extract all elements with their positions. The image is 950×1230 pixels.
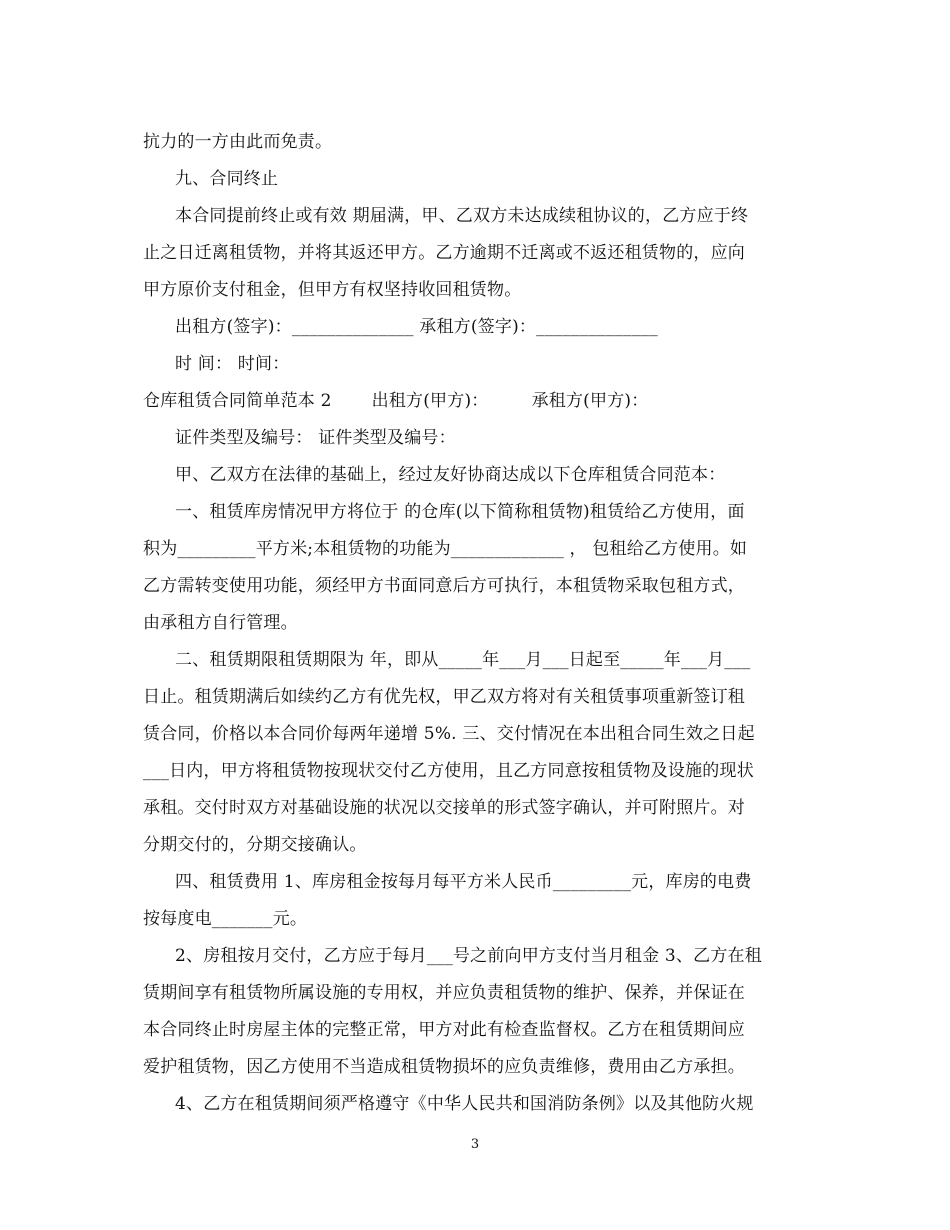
text-line: 承租。交付时双方对基础设施的状况以交接单的形式签字确认，并可附照片。对 xyxy=(143,798,745,818)
text-line: 4、乙方在租赁期间须严格遵守《中华人民共和国消防条例》以及其他防火规 xyxy=(175,1094,754,1114)
text-line: 仓库租赁合同简单范本 2 出租方(甲方)： 承租方(甲方)： xyxy=(143,391,649,411)
text-line: 按每度电_______元。 xyxy=(143,909,308,929)
text-line: 乙方需转变使用功能，须经甲方书面同意后方可执行，本租赁物采取包租方式， xyxy=(143,576,745,596)
document-body xyxy=(143,124,809,1123)
text-line: 九、合同终止 xyxy=(175,169,279,189)
text-line: 爱护租赁物，因乙方使用不当造成租赁物损坏的应负责维修，费用由乙方承担。 xyxy=(143,1057,745,1077)
text-line: 日止。租赁期满后如续约乙方有优先权，甲乙双方将对有关租赁事项重新签订租 xyxy=(143,687,745,707)
text-line: 一、租赁库房情况甲方将位于 的仓库(以下简称租赁物)租赁给乙方使用，面 xyxy=(175,502,745,522)
text-line: 赁合同，价格以本合同价每两年递增 5%. 三、交付情况在本出租合同生效之日起 xyxy=(143,724,755,744)
text-line: 分期交付的，分期交接确认。 xyxy=(143,835,367,855)
text-line: ___日内，甲方将租赁物按现状交付乙方使用，且乙方同意按租赁物及设施的现状 xyxy=(143,761,754,781)
text-line: 时 间： 时间： xyxy=(175,354,290,374)
text-line: 止之日迁离租赁物，并将其返还甲方。乙方逾期不迁离或不返还租赁物的，应向 xyxy=(143,243,745,263)
text-line: 甲方原价支付租金，但甲方有权坚持收回租赁物。 xyxy=(143,280,522,300)
text-line: 本合同提前终止或有效 期届满，甲、乙双方未达成续租协议的，乙方应于终 xyxy=(175,206,749,226)
text-line: 积为_________平方米;本租赁物的功能为_____________ ， 包租给乙方使用。如 xyxy=(143,539,748,559)
text-line: 证件类型及编号： 证件类型及编号： xyxy=(175,428,456,448)
text-line: 出租方(签字)：______________ 承租方(签字)：______________ xyxy=(175,317,658,337)
page-number: 3 xyxy=(470,1137,480,1152)
text-line: 四、租赁费用 1、库房租金按每月每平方米人民币_________元，库房的电费 xyxy=(175,872,752,892)
text-line: 由承租方自行管理。 xyxy=(143,613,298,633)
text-line: 抗力的一方由此而免责。 xyxy=(143,132,333,152)
text-line: 甲、乙双方在法律的基础上，经过友好协商达成以下仓库租赁合同范本： xyxy=(175,465,726,485)
text-line: 2、房租按月交付，乙方应于每月___号之前向甲方支付当月租金 3、乙方在租 xyxy=(175,946,762,966)
text-line: 赁期间享有租赁物所属设施的专用权，并应负责租赁物的维护、保养，并保证在 xyxy=(143,983,745,1003)
text-line: 本合同终止时房屋主体的完整正常，甲方对此有检查监督权。乙方在租赁期间应 xyxy=(143,1020,745,1040)
text-line: 二、租赁期限租赁期限为 年，即从_____年___月___日起至_____年___月___ xyxy=(175,650,751,670)
